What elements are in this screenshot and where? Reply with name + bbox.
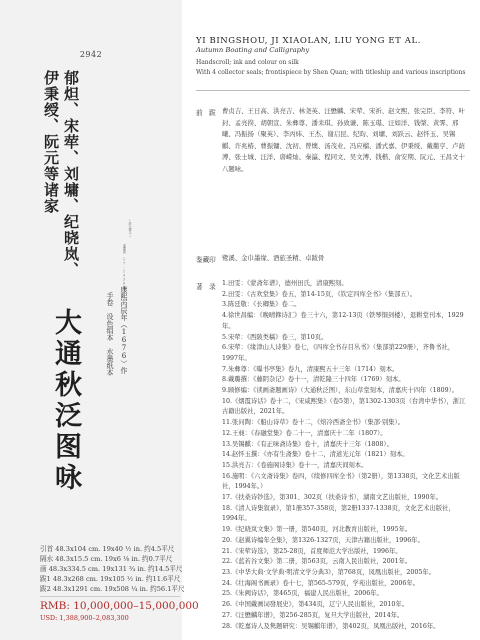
reference-item: 13.吴锡麒：《有正味斋诗集》卷十，清嘉庆十三年（1808）。 <box>222 440 393 448</box>
section-divider <box>196 90 470 91</box>
english-work-title: Autumn Boating and Calligraphy <box>196 46 310 54</box>
reference-item: 3.陈廷敬：《长卿集》卷二。 <box>222 301 301 309</box>
dimension-row: 引首 48.3x104 cm. 19x40 ½ in. 约4.5平尺 <box>40 545 175 553</box>
artist-tiny-note-1: (部分釋文) <box>128 218 132 238</box>
dimension-row: 跋2 48.3x1291 cm. 19x508 ¼ in. 约56.1平尺 <box>40 585 185 593</box>
references-label: 著 录 <box>196 283 216 291</box>
reference-item: 2.田雯：《古欢堂集》卷五，第14-15页，《钦定四库全书》（集部五）。 <box>222 290 417 298</box>
seal-text: 鹭溪、金巾墨缘、酒旅圣精、卓跋骨 <box>222 254 325 262</box>
reference-item: 18.《清人诗集叙录》，第1册357-358页，第2册1337-1338页，文化艺术出版社，1994年。 <box>222 504 455 523</box>
reference-item: 11.张问陶：《船山诗草》卷十二，《焙冷西斋全书》（集部·别集）。 <box>222 419 405 427</box>
reference-item: 4.徐世昌编：《晚晴簃诗汇》卷三十六，第12-13页（铁琴铜剑楼），退耕堂刊本，1929年。 <box>222 312 464 330</box>
reference-item: 26.《中国戴画词發展史》，第434页，辽宁人民出版社，2010年。 <box>222 601 409 609</box>
dimension-row: 画 48.3x334.5 cm. 19x131 ¾ in. 约14.5平尺 <box>40 565 183 573</box>
dimension-row: 隔水 48.3x15.5 cm. 19x6 ⅛ in. 约0.7平尺 <box>40 555 173 563</box>
price-usd: USD: 1,388,900–2,083,300 <box>40 614 129 622</box>
reference-item: 12.王昶：《春融堂集》卷二十一，清嘉庆十二年（1807）。 <box>222 429 387 437</box>
artist-names-line-1: 郁炟、宋荦、刘墉、纪晓岚、 <box>62 70 80 278</box>
dimension-row: 跋1 48.3x268 cm. 19x105 ½ in. 约11.6平尺 <box>40 575 181 583</box>
reference-item: 1.田雯：《蒙斋年谱》，德州田氏，清康熙刻。 <box>222 280 348 287</box>
reference-item: 9.顾修编：《读画斋题画诗》（大通秋泛图），东山草堂刻本，清嘉庆十四年（1809）。 <box>222 387 459 395</box>
english-artists-title: YI BINGSHOU, JI XIAOLAN, LIU YONG ET AL. <box>196 36 421 46</box>
seal-label: 鉴藏印 <box>196 256 216 264</box>
artist-names-line-2: 伊秉绶、阮元等诸家 <box>42 70 60 214</box>
work-medium-line: 手卷 设色绢本 水墨纸本 <box>106 292 114 376</box>
reference-item: 20.《赵翼诗编年全集》，第1326-1327页，天津古籍出版社，1996年。 <box>222 536 424 544</box>
reference-item: 7.朱彝尊：《曝书亭集》卷九，清康熙五十三年（1714）刻本。 <box>222 365 399 373</box>
reference-item: 27.《汪懋麟年谱》，第256-285页，复旦大学出版社，2014年。 <box>222 611 404 619</box>
lot-number: 2942 <box>79 50 103 59</box>
reference-item: 22.《蓝若谷文集》第二册，第563页，云南人民出版社，2001年。 <box>222 558 412 566</box>
price-rmb: RMB: 10,000,000–15,000,000 <box>40 600 199 612</box>
dimensions-list <box>40 544 185 594</box>
work-title: 大通秋泛图咏 <box>50 308 81 494</box>
reference-item: 5.宋荦：《西陂类稿》卷三，第10页。 <box>222 333 328 341</box>
price-divider <box>40 596 180 597</box>
artist-dates-note: 嘉慶款 17-1930年) <box>122 244 126 293</box>
reference-item: 17.《扶桑诗钞选》，第301、302页（扶桑诗书），湖南文艺出版社，1990年。 <box>222 494 443 502</box>
references-list <box>222 279 470 632</box>
reference-item: 6.宋荦：《缘津山人诗集》卷七，《四库全书存目丛书》（集部第229册），齐鲁书社，1997年。 <box>222 344 455 362</box>
reference-item: 16.施明：《六文斋诗集》卷四，《续修四库全书》（第2册），第1338页，文化艺术出版社，1994年。） <box>222 472 460 491</box>
reference-item: 15.洪亮吉：《卷施阁诗集》卷十一，清嘉庆间刻本。 <box>222 461 368 469</box>
english-seals-note: With 4 collector seals; frontispiece by Shen Quan; with titleship and various inscriptions <box>196 69 466 76</box>
reference-item: 21.《宋荦诗选》，第25-28页，首度师范大学出版社，1996年。 <box>222 547 402 555</box>
reference-item: 14.赵怀玉撰：《亦有生斋集》卷十二，清道光元年（1821）刻本。 <box>222 451 409 459</box>
reference-item: 24.《壮海阁书画录》卷十七，第565-579页，学苑出版社，2006年。 <box>222 579 420 587</box>
reference-item: 10.《烟霞诗话》卷十二，《宋咸熙集》（卷5第），第1302-1303页（台湾中华书），浙江古籍出版社，2021年。 <box>222 397 466 416</box>
reference-item: 28.《乾嘉诗人及隽题研究：吴锡麒年谱》，第402页，凤凰出版社，2016年。 <box>222 622 440 630</box>
reference-item: 25.《朱阙诗话》，第465页，福建人民出版社，2006年。 <box>222 590 383 598</box>
english-medium: Handscroll; ink and colour on silk <box>196 59 299 66</box>
preface-text: 曹贞吉、王日高、洪亮吉、林尧英、汪懋麟、宋荦、宋祈、赵文熙、张完臣、李符、叶封、孟亮揆、胡朝宣、朱彝尊、潘耒琪、孙致谦、陈玉璂、汪如洋、钱棨、黄霁、邢曦、冯振扬（聚英）、李丙炜、王杰、谢启昆、纪昀、刘墉、刘跃云、赵怀玉、吴锡麒、许兆椿、曹振镛、沈初、曾燠、汤茂业、冯应榴、潘式嘉、伊秉绶、戴衢亨、卢荫溥、张士城、汪洋、唐嵘灿、秦瀛、程同文、吴文溥、钱楷、俞安期、阮元、王昌文十八题咏。 <box>222 107 465 173</box>
reference-item: 19.《纪晓岚文集》第一册，第540页，河北教育出版社，1995年。 <box>222 526 412 534</box>
work-date-line: 康熙丙辰年（1676）作 <box>120 286 128 374</box>
reference-item: 8.戴璐撰：《藤阴杂记》卷十一，清乾隆三十四年（1769）刻本。 <box>222 376 405 384</box>
reference-item: 23.《中华大典·文学典·明清文学分典3》，第768页，凤凰出版社，2005年。 <box>222 568 435 576</box>
preface-label: 前 跋 <box>196 109 216 117</box>
